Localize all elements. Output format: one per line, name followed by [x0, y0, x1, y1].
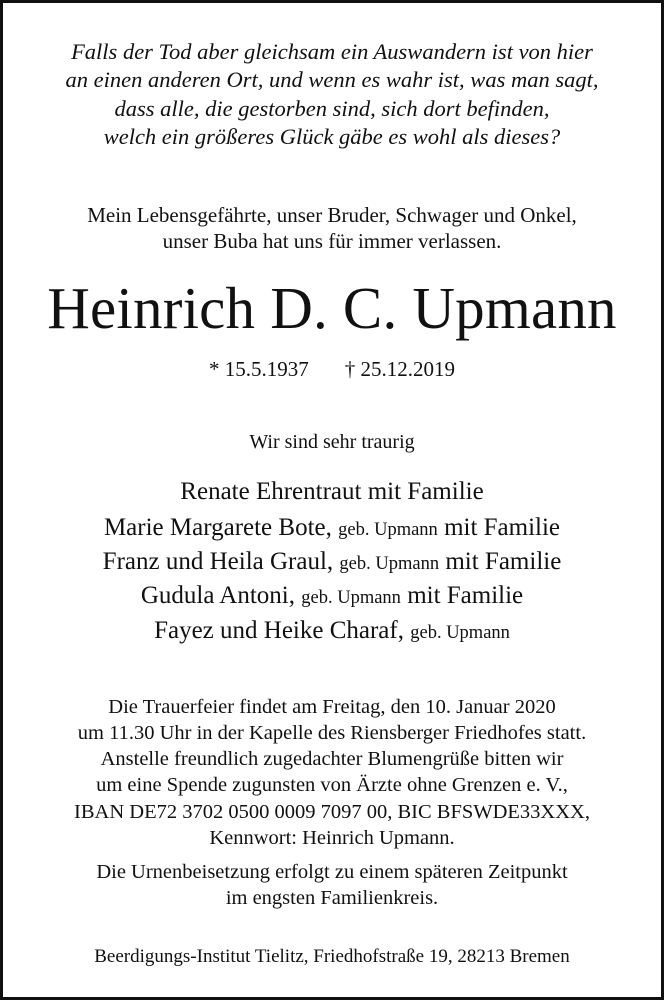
mourner-suffix: mit Familie	[445, 548, 562, 575]
mourner-name: Renate Ehrentraut	[180, 478, 362, 505]
mourner-name: Fayez und Heike Charaf,	[154, 617, 404, 644]
mourner-entry	[3, 617, 661, 645]
deceased-name: Heinrich D. C. Upmann	[47, 275, 617, 341]
mourner-entry	[3, 514, 661, 542]
mourning-text: Wir sind sehr traurig	[249, 431, 415, 453]
quote-line: dass alle, die gestorben sind, sich dort befinden,	[114, 96, 550, 121]
mourner-name: Gudula Antoni,	[140, 582, 295, 609]
funeral-home: Beerdigungs-Institut Tielitz, Friedhofstraße 19, 28213 Bremen	[94, 946, 570, 967]
info-line: Kennwort: Heinrich Upmann.	[209, 827, 455, 849]
life-dates	[3, 357, 661, 382]
info-line: um 11.30 Uhr in der Kapelle des Riensberger Friedhofes statt.	[77, 722, 587, 744]
intro-line: Mein Lebensgefährte, unser Bruder, Schwager und Onkel,	[87, 203, 577, 227]
mourner-birth-name: geb. Upmann	[301, 588, 401, 608]
mourner-suffix: mit Familie	[444, 514, 561, 541]
info-line: Anstelle freundlich zugedachter Blumengrüße bitten wir	[100, 748, 564, 770]
mourner-entry	[3, 478, 661, 506]
info-line: um eine Spende zugunsten von Ärzte ohne Grenzen e. V.,	[96, 774, 568, 796]
mourner-birth-name: geb. Upmann	[339, 554, 440, 574]
mourner-birth-name: geb. Upmann	[338, 520, 438, 540]
birth-date: * 15.5.1937	[209, 357, 309, 381]
mourner-entry	[3, 548, 661, 576]
intro-line: unser Buba hat uns für immer verlassen.	[162, 229, 502, 253]
quote-line: an einen anderen Ort, und wenn es wahr ist, was man sagt,	[65, 67, 599, 92]
death-date: † 25.12.2019	[344, 357, 455, 381]
mourner-entry	[3, 582, 661, 610]
info-line: Die Urnenbeisetzung erfolgt zu einem späteren Zeitpunkt	[96, 861, 568, 883]
quote-line: Falls der Tod aber gleichsam ein Auswandern ist von hier	[71, 39, 593, 64]
info-line: IBAN DE72 3702 0500 0009 7097 00, BIC BFSWDE33XXX,	[74, 801, 590, 823]
mourner-name: Franz und Heila Graul,	[102, 548, 334, 575]
quote-line: welch ein größeres Glück gäbe es wohl als dieses?	[103, 124, 561, 149]
info-line: Die Trauerfeier findet am Freitag, den 10. Januar 2020	[108, 696, 556, 718]
mourner-name: Marie Margarete Bote,	[103, 514, 332, 541]
mourner-birth-name: geb. Upmann	[410, 623, 510, 643]
info-line: im engsten Familienkreis.	[225, 887, 439, 909]
mourner-suffix: mit Familie	[367, 478, 484, 505]
mourner-suffix: mit Familie	[407, 582, 524, 609]
